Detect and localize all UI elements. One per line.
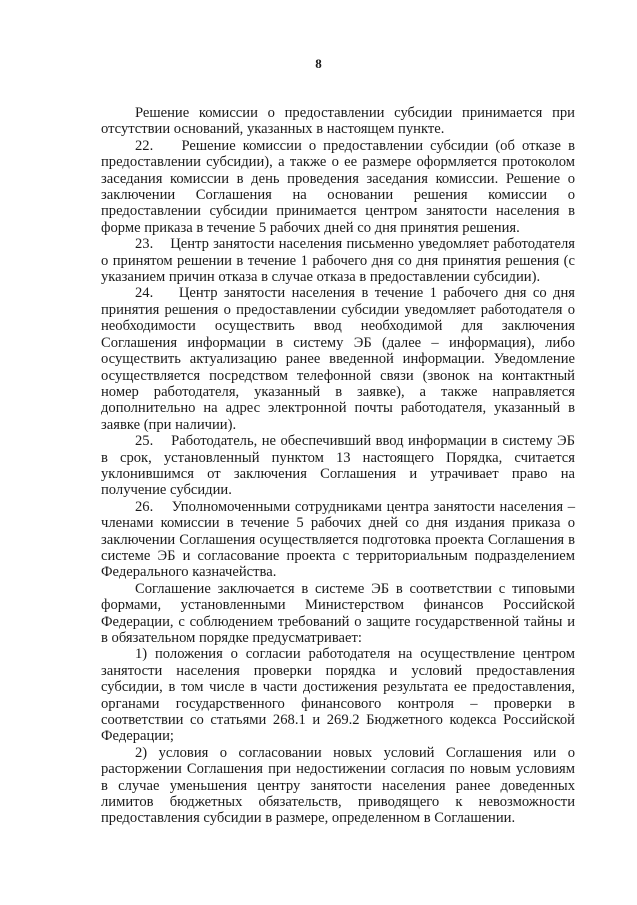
paragraph-23: 23. Центр занятости населения письменно уведомляет работодателя о принятом решении в течение 1 рабочего дня со дня принятия решения (с указанием причин отказа в случае отказа в предоставлении субсидии). <box>101 236 575 286</box>
paragraph-25: 25. Работодатель, не обеспечивший ввод информации в систему ЭБ в срок, установленный пунктом 13 настоящего Порядка, считается уклонившимся от заключения Соглашения и утрачивает право на получение субсидии. <box>101 433 575 499</box>
paragraph-decision-conditions: Решение комиссии о предоставлении субсидии принимается при отсутствии оснований, указанных в настоящем пункте. <box>101 105 575 138</box>
list-item-1: 1) положения о согласии работодателя на осуществление центром занятости населения проверки порядка и условий предоставления субсидии, в том числе в части достижения результата ее предоставления, органами государственного финансового контроля – проверки в соответствии со статьями 268.1 и 269.2 Бюджетного кодекса Российской Федерации; <box>101 646 575 745</box>
paragraph-26: 26. Уполномоченными сотрудниками центра занятости населения – членами комиссии в течение 5 рабочих дней со дня издания приказа о заключении Соглашения осуществляется подготовка проекта Соглашения в системе ЭБ и согласование проекта с территориальным подразделением Федерального казначейства. <box>101 498 575 581</box>
page-number: 8 <box>315 56 322 71</box>
paragraph-agreement: Соглашение заключается в системе ЭБ в соответствии с типовыми формами, установленными Министерством финансов Российской Федерации, с соблюдением требований о защите государственной тайны и в обязательном порядке предусматривает: <box>101 580 575 646</box>
document-body <box>101 105 575 827</box>
list-item-2: 2) условия о согласовании новых условий Соглашения или о расторжении Соглашения при недостижении согласия по новым условиям в случае уменьшения центру занятости населения ранее доведенных лимитов бюджетных обязательств, приводящего к невозможности предоставления субсидии в размере, определенном в Соглашении. <box>101 744 575 827</box>
paragraph-22: 22. Решение комиссии о предоставлении субсидии (об отказе в предоставлении субсидии), а также о ее размере оформляется протоколом заседания комиссии в день проведения заседания комиссии. Решение о заключении Соглашения на основании решения комиссии о предоставлении субсидии принимается центром занятости населения в форме приказа в течение 5 рабочих дней со дня принятия решения. <box>101 137 575 236</box>
paragraph-24: 24. Центр занятости населения в течение 1 рабочего дня со дня принятия решения о предоставлении субсидии уведомляет работодателя о необходимости осуществить ввод необходимой для заключения Соглашения информации в систему ЭБ (далее – информация), либо осуществить актуализацию ранее введенной информации. Уведомление осуществляется посредством телефонной связи (звонок на контактный номер работодателя, указанный в заявке), а также направляется дополнительно на адрес электронной почты работодателя, указанный в заявке (при наличии). <box>101 285 575 433</box>
